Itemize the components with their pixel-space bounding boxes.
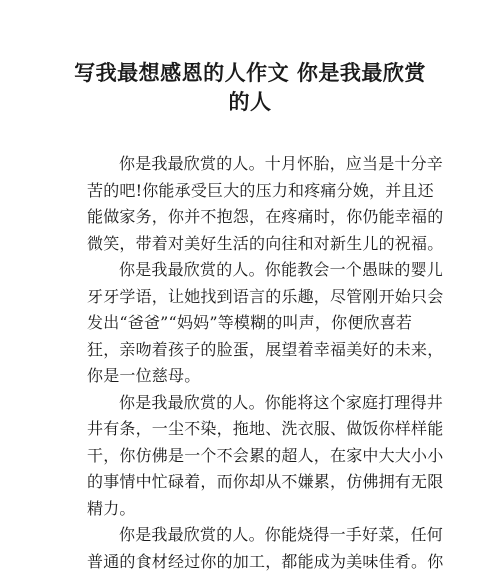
text-line: 微笑，带着对美好生活的向往和对新生儿的祝福。 — [87, 231, 417, 258]
text-line: 你是我最欣赏的人。十月怀胎，应当是十分辛 — [87, 151, 417, 178]
text-line: 干，你仿佛是一个不会累的超人，在家中大大小小 — [87, 443, 417, 470]
text-line: 牙牙学语，让她找到语言的乐趣，尽管刚开始只会 — [87, 284, 417, 311]
paragraph-1 — [87, 151, 417, 257]
paragraph-3 — [87, 390, 417, 523]
text-line: 能做家务，你并不抱怨，在疼痛时，你仍能幸福的 — [87, 204, 417, 231]
title-line-2: 的人 — [60, 87, 440, 116]
text-line: 井有条，一尘不染，拖地、洗衣服、做饭你样样能 — [87, 416, 417, 443]
document-body — [87, 151, 417, 575]
text-line: 苦的吧!你能承受巨大的压力和疼痛分娩，并且还 — [87, 178, 417, 205]
text-line: 你是我最欣赏的人。你能将这个家庭打理得井 — [87, 390, 417, 417]
text-line: 的事情中忙碌着，而你却从不嫌累，仿佛拥有无限 — [87, 469, 417, 496]
text-line: 发出“爸爸”“妈妈”等模糊的叫声，你便欣喜若 — [87, 310, 417, 337]
document-title — [60, 58, 440, 116]
text-line: 普通的食材经过你的加工，都能成为美味佳肴。你 — [87, 549, 417, 575]
text-line: 你是我最欣赏的人。你能教会一个愚昧的婴儿 — [87, 257, 417, 284]
paragraph-2 — [87, 257, 417, 390]
text-line: 你是一位慈母。 — [87, 363, 417, 390]
text-line: 你是我最欣赏的人。你能烧得一手好菜，任何 — [87, 522, 417, 549]
title-line-1: 写我最想感恩的人作文 你是我最欣赏 — [60, 58, 440, 87]
paragraph-4 — [87, 522, 417, 575]
text-line: 精力。 — [87, 496, 417, 523]
text-line: 狂，亲吻着孩子的脸蛋，展望着幸福美好的未来， — [87, 337, 417, 364]
